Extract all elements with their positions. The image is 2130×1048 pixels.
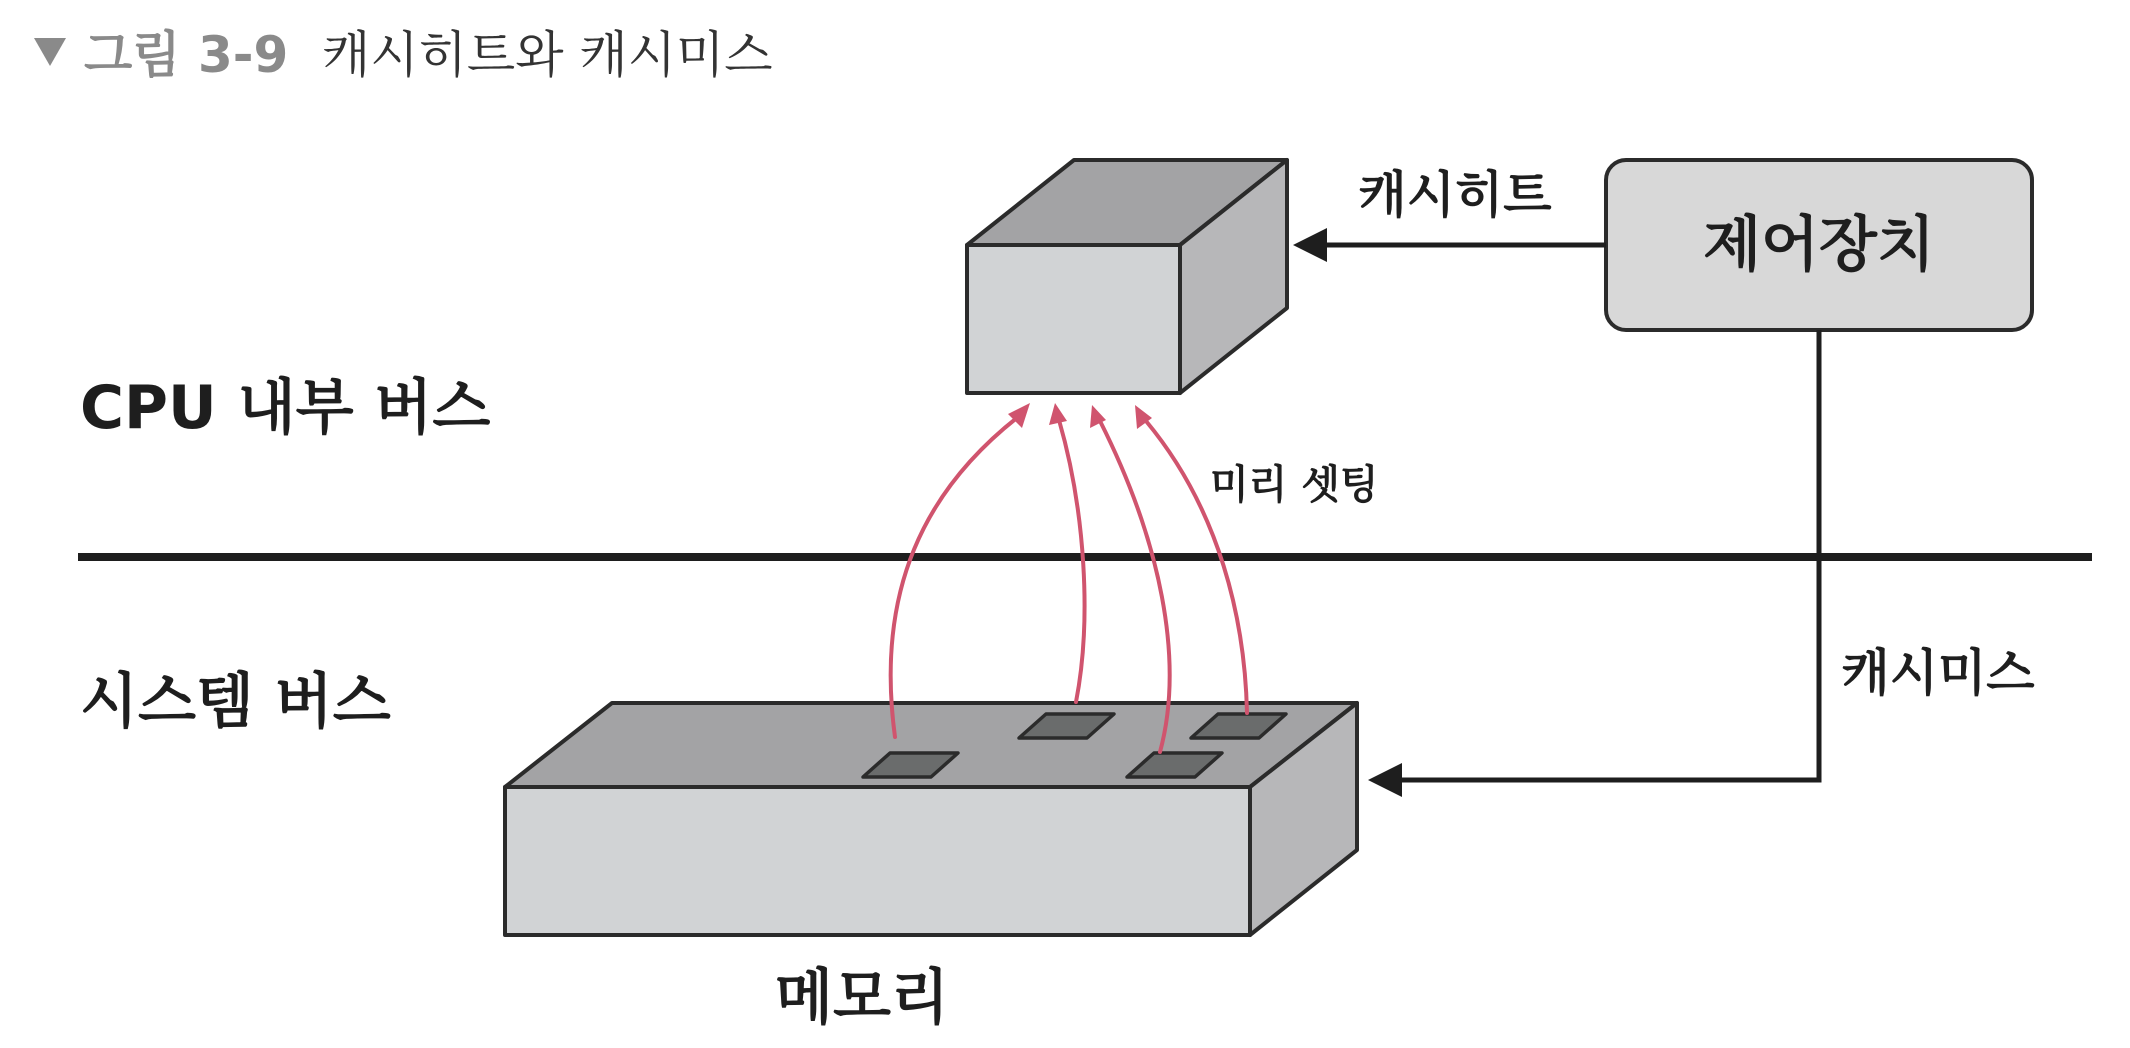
cache-box xyxy=(967,160,1287,393)
cache-hit-arrow xyxy=(1293,228,1606,262)
cpu-internal-bus-label: CPU 내부 버스 xyxy=(80,373,491,443)
cache-miss-arrowhead xyxy=(1368,763,1402,797)
memory-box xyxy=(505,703,1357,935)
prefetch-arrow-curve xyxy=(891,417,1018,737)
system-bus-label: 시스템 버스 xyxy=(80,667,391,737)
cache-hit-arrowhead xyxy=(1293,228,1327,262)
figure-caption xyxy=(34,26,773,84)
control-unit-label: 제어장치 xyxy=(1703,210,1935,280)
memory-box-front xyxy=(505,787,1250,935)
caption-triangle-icon xyxy=(34,38,66,66)
figure-title: 캐시히트와 캐시미스 xyxy=(322,26,773,84)
figure-number: 그림 3-9 xyxy=(84,26,289,84)
memory-label: 메모리 xyxy=(775,963,949,1033)
cache-miss-label: 캐시미스 xyxy=(1841,644,2035,702)
cache-miss-arrow xyxy=(1368,330,1819,797)
cache-box-front xyxy=(967,245,1180,393)
prefetch-label: 미리 셋팅 xyxy=(1210,462,1379,508)
prefetch-arrowhead xyxy=(1049,403,1067,425)
prefetch-arrows xyxy=(891,403,1247,752)
cache-hit-label: 캐시히트 xyxy=(1358,166,1552,224)
control-unit xyxy=(1606,160,2032,330)
